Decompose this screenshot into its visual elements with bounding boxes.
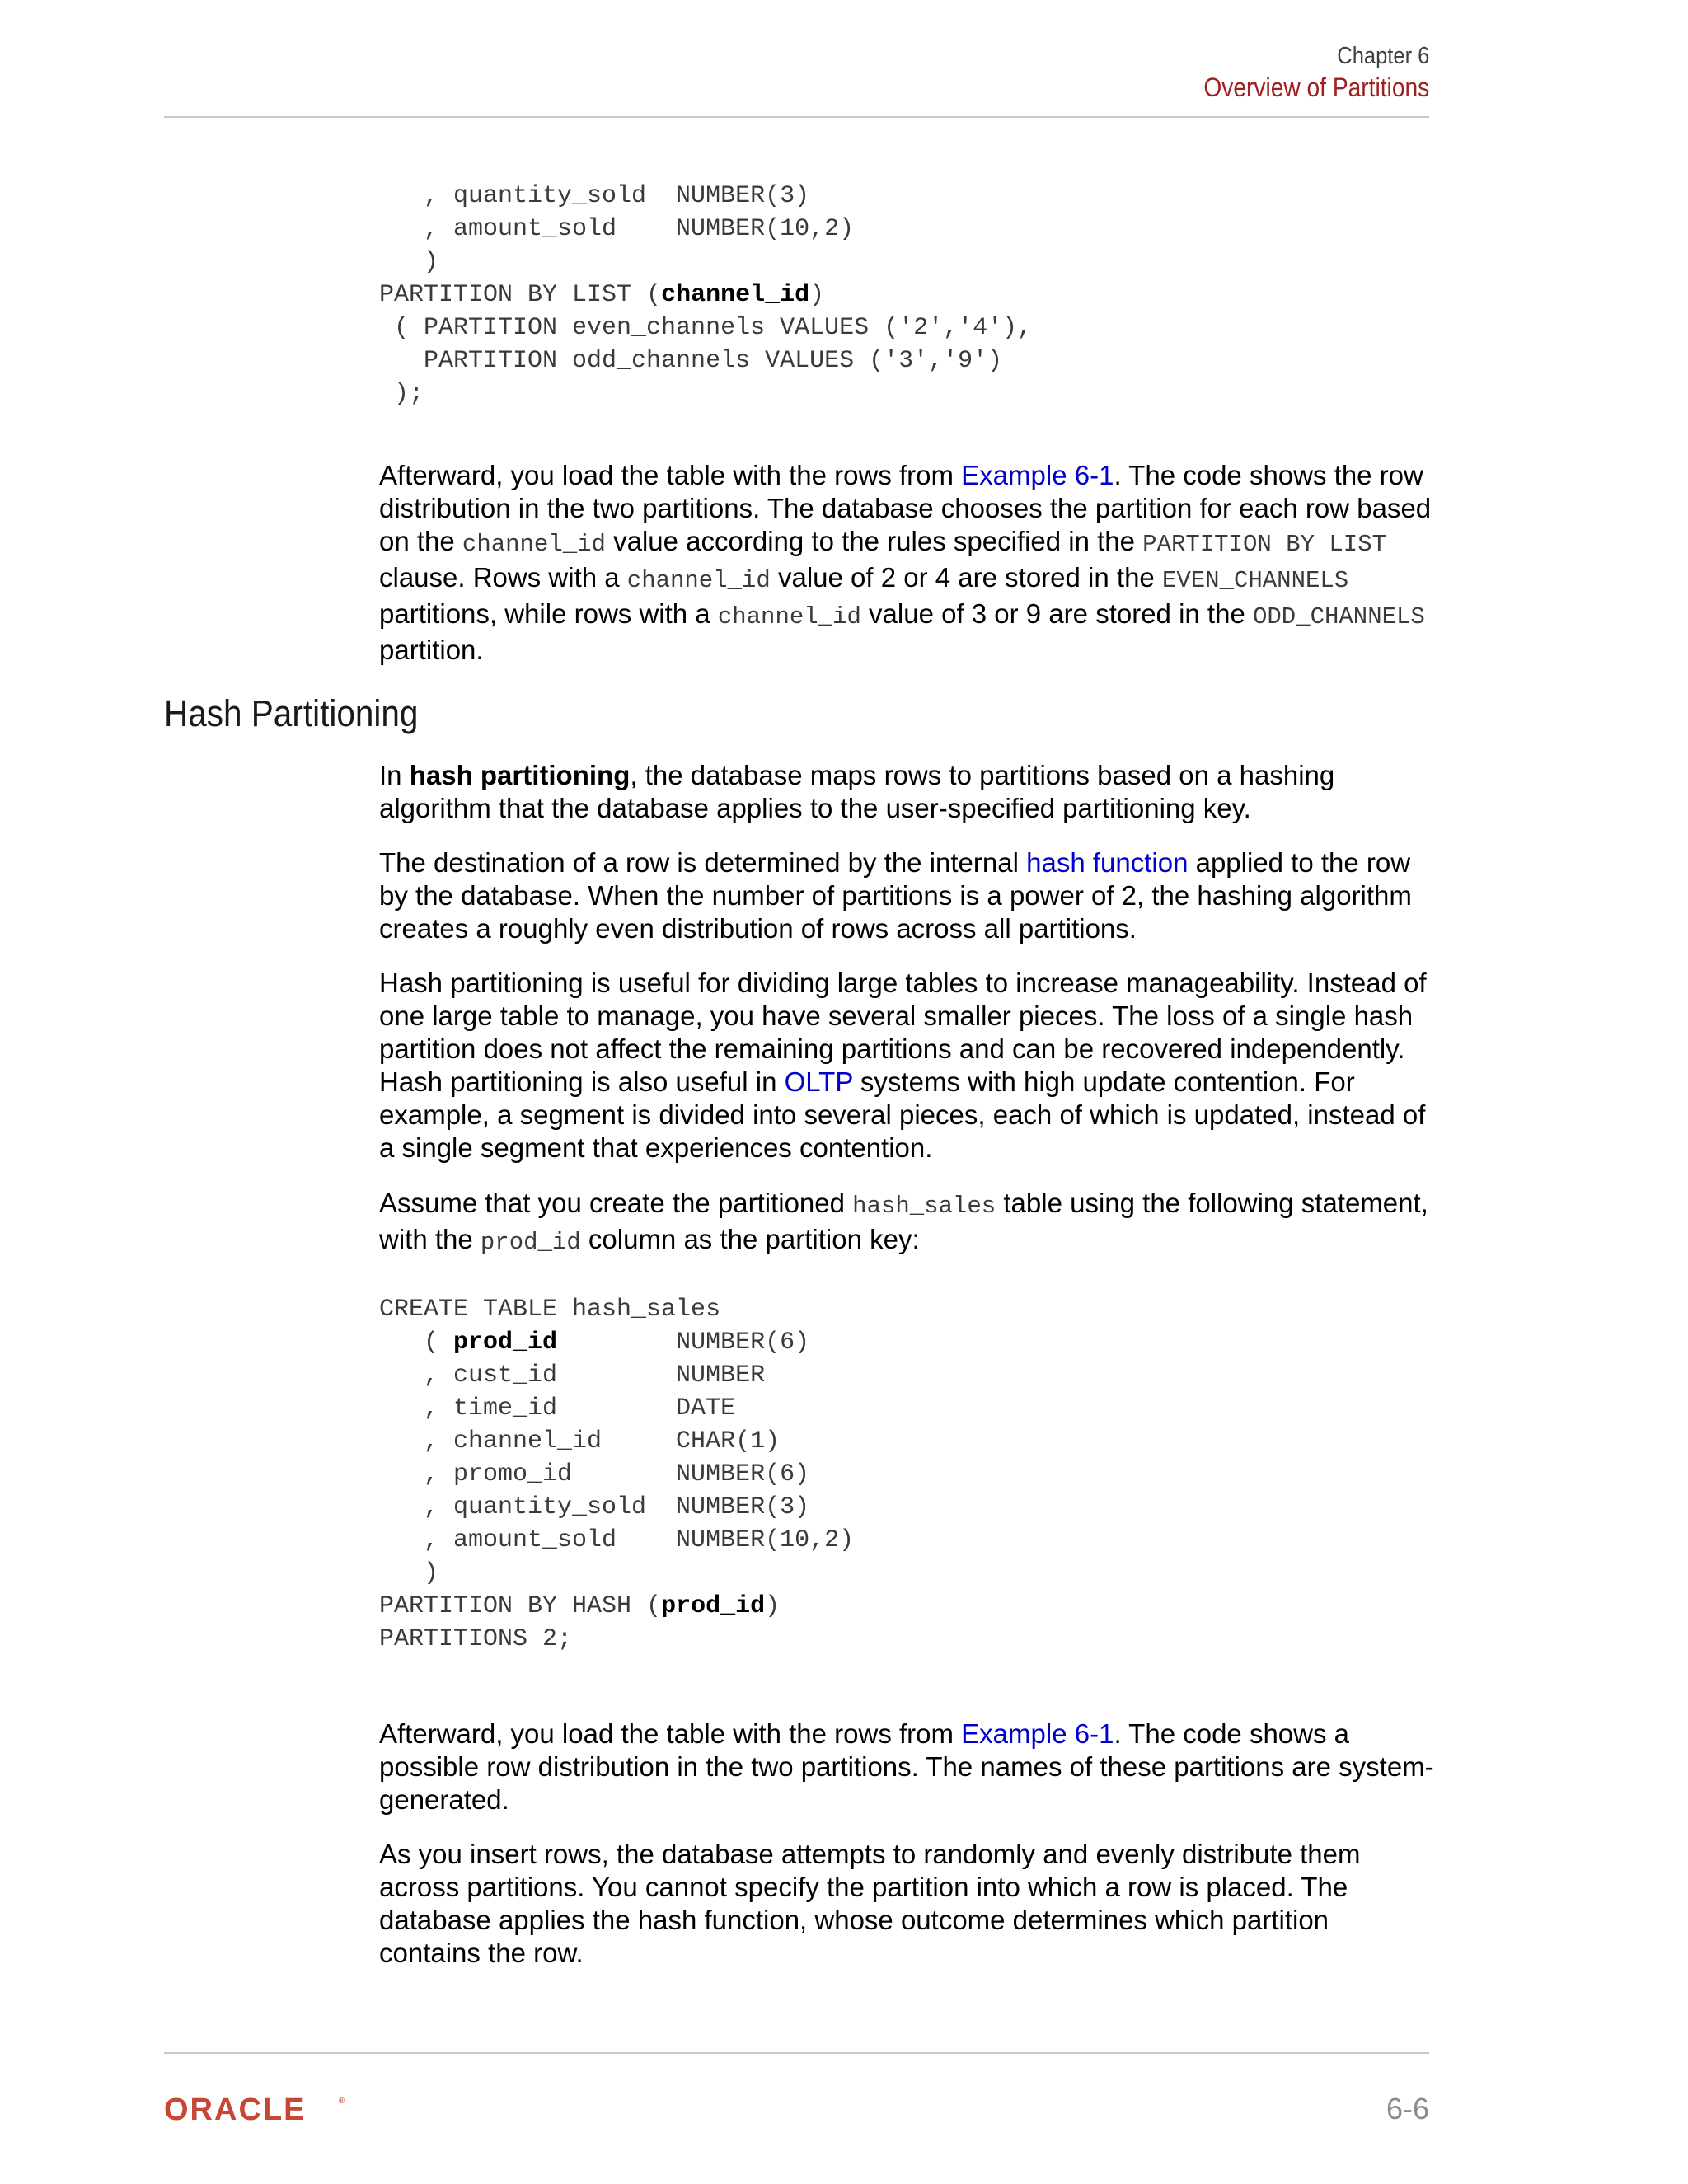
text-run: Afterward, you load the table with the rows from [379,460,962,490]
code-line: ) [809,281,825,309]
chapter-label: Chapter 6 [1336,43,1429,69]
page-number: 6-6 [1386,2092,1429,2125]
text-run: Hash partitioning is useful for dividing large tables to increase manageability. Instead of one large table to manage, you have several smaller pieces. The loss of a single hash partition does not affect the remaining partitions and can be recovered independently. Hash partitioning is also useful in [379,968,1427,1097]
paragraph-hash-usefulness [379,967,1434,1165]
text-run: value of 2 or 4 are stored in the [770,562,1162,593]
example-6-1-link[interactable]: Example 6-1 [961,1718,1114,1749]
code-line: , channel_id CHAR(1) [379,1427,781,1455]
text-run: As you insert rows, the database attempts to randomly and evenly distribute them across partitions. You cannot specify the partition into which a row is placed. The database applies the hash function, whose outcome determines which partition contains the row. [379,1839,1361,1968]
text-run: value according to the rules specified in the [605,526,1143,556]
inline-code: EVEN_CHANNELS [1161,567,1349,594]
code-line: PARTITION BY HASH ( [379,1592,662,1620]
code-line: , amount_sold NUMBER(10,2) [379,215,855,243]
code-line: NUMBER(6) [557,1329,810,1357]
code-line: , quantity_sold NUMBER(3) [379,182,810,210]
example-6-1-link[interactable]: Example 6-1 [961,460,1114,490]
code-line: PARTITION BY LIST ( [379,281,662,309]
text-run: partitions, while rows with a [379,598,718,629]
code-line: ( [379,1329,454,1357]
code-line: , cust_id NUMBER [379,1361,766,1390]
paragraph-hash-intro [379,759,1434,825]
code-line: PARTITION odd_channels VALUES ('3','9') [379,347,1003,375]
code-keyword-bold: prod_id [453,1329,558,1357]
section-title: Overview of Partitions [1203,73,1429,102]
text-run: In [379,760,410,790]
bold-term: hash partitioning [409,760,631,790]
header-divider [164,116,1429,118]
oltp-link[interactable]: OLTP [784,1066,853,1097]
text-run: systems with high update contention. For example, a segment is divided into several pieces, each of which is updated, instead of a single segment that experiences contention. [379,1066,1426,1163]
inline-code: channel_id [717,603,861,630]
paragraph-insert-rows [379,1838,1434,1970]
text-run: partition. [379,635,484,665]
code-line: ); [379,380,424,408]
code-line: ) [379,248,439,276]
text-run: . The code shows a possible row distribution in the two partitions. The names of these partitions are system-generated. [379,1718,1434,1815]
code-block-hash-sales [379,1293,854,1656]
footer-divider [164,2052,1429,2054]
text-run: , the database maps rows to partitions based on a hashing algorithm that the database applies to the user-specified partitioning key. [379,760,1335,823]
code-line: ) [379,1559,439,1587]
oracle-logo [164,2093,354,2126]
code-line: , time_id DATE [379,1394,736,1422]
text-run: . The code shows the row distribution in the two partitions. The database chooses the partition for each row based on the [379,460,1432,556]
inline-code: channel_id [626,567,771,594]
code-line: CREATE TABLE hash_sales [379,1296,721,1324]
code-line: PARTITIONS 2; [379,1625,573,1653]
inline-code: prod_id [480,1229,581,1256]
registered-mark: ® [339,2097,345,2106]
code-line: ( PARTITION even_channels VALUES ('2','4'), [379,314,1033,342]
inline-code: PARTITION BY LIST [1142,531,1387,558]
text-run: table using the following statement, with the [379,1188,1428,1254]
paragraph-list-distribution [379,459,1434,667]
code-line: , amount_sold NUMBER(10,2) [379,1526,855,1554]
text-run: Afterward, you load the table with the rows from [379,1718,962,1749]
paragraph-hash-load [379,1718,1434,1816]
text-run: value of 3 or 9 are stored in the [860,598,1253,629]
text-run: clause. Rows with a [379,562,627,593]
code-block-list-partition [379,180,1032,410]
inline-code: ODD_CHANNELS [1252,603,1425,630]
code-line: ) [765,1592,781,1620]
code-line: , promo_id NUMBER(6) [379,1460,810,1488]
code-line: , quantity_sold NUMBER(3) [379,1493,810,1521]
code-keyword-bold: prod_id [661,1592,766,1620]
oracle-logo-text: ORACLE [164,2093,307,2126]
inline-code: hash_sales [852,1193,996,1220]
text-run: applied to the row by the database. When the number of partitions is a power of 2, the hashing algorithm creates a roughly even distribution of rows across all partitions. [379,847,1412,944]
section-heading-hash-partitioning: Hash Partitioning [164,692,419,734]
code-keyword-bold: channel_id [661,281,810,309]
text-run: The destination of a row is determined by the internal [379,847,1027,878]
paragraph-hash-destination [379,846,1434,945]
text-run: column as the partition key: [580,1224,920,1254]
hash-function-link[interactable]: hash function [1026,847,1189,878]
inline-code: channel_id [462,531,606,558]
text-run: Assume that you create the partitioned [379,1188,853,1218]
paragraph-assume-create [379,1187,1434,1259]
